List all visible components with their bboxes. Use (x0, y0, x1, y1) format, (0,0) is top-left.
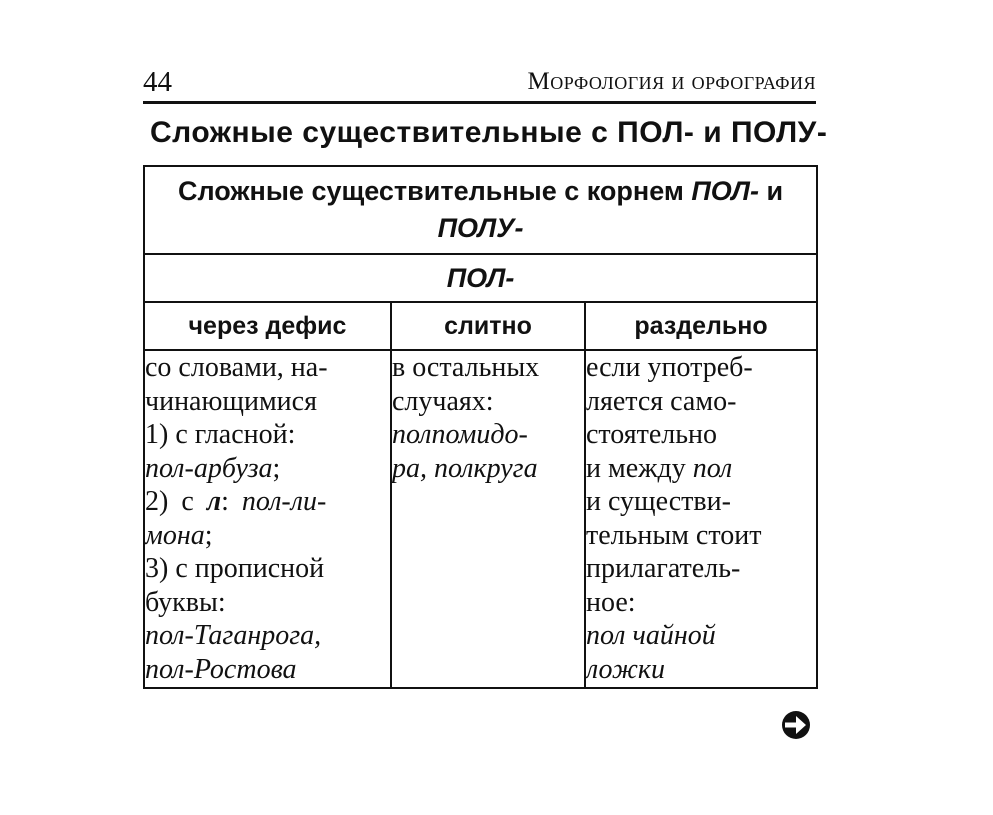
column-header-solid: слитно (391, 302, 585, 350)
example-word: пол-ли- (241, 486, 327, 517)
caption-pol: ПОЛ- (691, 176, 759, 206)
text-line: тельным стоит (586, 519, 762, 551)
text-line: со словами, на- (145, 352, 328, 383)
letter-l: л (206, 486, 222, 517)
arrow-circle-right-icon[interactable] (781, 710, 811, 740)
rules-table (143, 165, 818, 689)
text-line: 3) с прописной (145, 553, 325, 584)
text-line: ляется само- (586, 385, 737, 417)
text-line: случаях: (392, 385, 494, 417)
punct: : (221, 486, 242, 517)
example-word: пол (692, 452, 733, 484)
example-word: пол-Ростова (145, 653, 297, 685)
punct: ; (204, 519, 213, 551)
text-line: стоятельно (586, 419, 718, 450)
text-line: прилагатель- (586, 553, 741, 584)
rule-text: и между (586, 452, 693, 484)
caption-and: и (758, 176, 784, 206)
cell-solid (391, 350, 585, 688)
running-title: Морфология и орфография (527, 68, 816, 95)
table-subheader: ПОЛ- (144, 254, 817, 302)
text-line (145, 485, 390, 519)
caption-text: Сложные существительные с корнем (177, 176, 692, 206)
page-header (143, 66, 816, 104)
example-word: ра, полкруга (392, 452, 538, 484)
text-line: в остальных (392, 352, 540, 383)
example-word: ложки (586, 653, 665, 685)
text-line (145, 519, 390, 553)
text-line: буквы: (145, 586, 226, 618)
column-header-separate: раздельно (585, 302, 817, 350)
text-line: 1) с гласной: (145, 419, 296, 450)
column-header-hyphen: через дефис (144, 302, 391, 350)
example-word: мона (145, 519, 205, 551)
example-word: полпомидо- (392, 419, 528, 450)
cell-separate (585, 350, 817, 688)
caption-polu: ПОЛУ- (437, 213, 524, 243)
example-word: пол-арбуза (145, 452, 273, 484)
text-line (145, 452, 390, 486)
punct: ; (272, 452, 281, 484)
text-line: ное: (586, 586, 636, 618)
cell-hyphen (144, 350, 391, 688)
table-caption (144, 166, 817, 254)
example-word: пол чайной (586, 620, 716, 651)
text-line (586, 452, 816, 486)
example-word: пол-Таганрога, (145, 620, 322, 651)
section-title: Сложные существительные с ПОЛ- и ПОЛУ- (150, 116, 828, 149)
header-rule (143, 101, 816, 104)
text-line: если употреб- (586, 352, 753, 383)
page-number: 44 (143, 66, 172, 98)
text-line: чинающимися (145, 385, 317, 417)
text-line: и существи- (586, 486, 731, 517)
rule-text: 2) с (145, 486, 207, 517)
